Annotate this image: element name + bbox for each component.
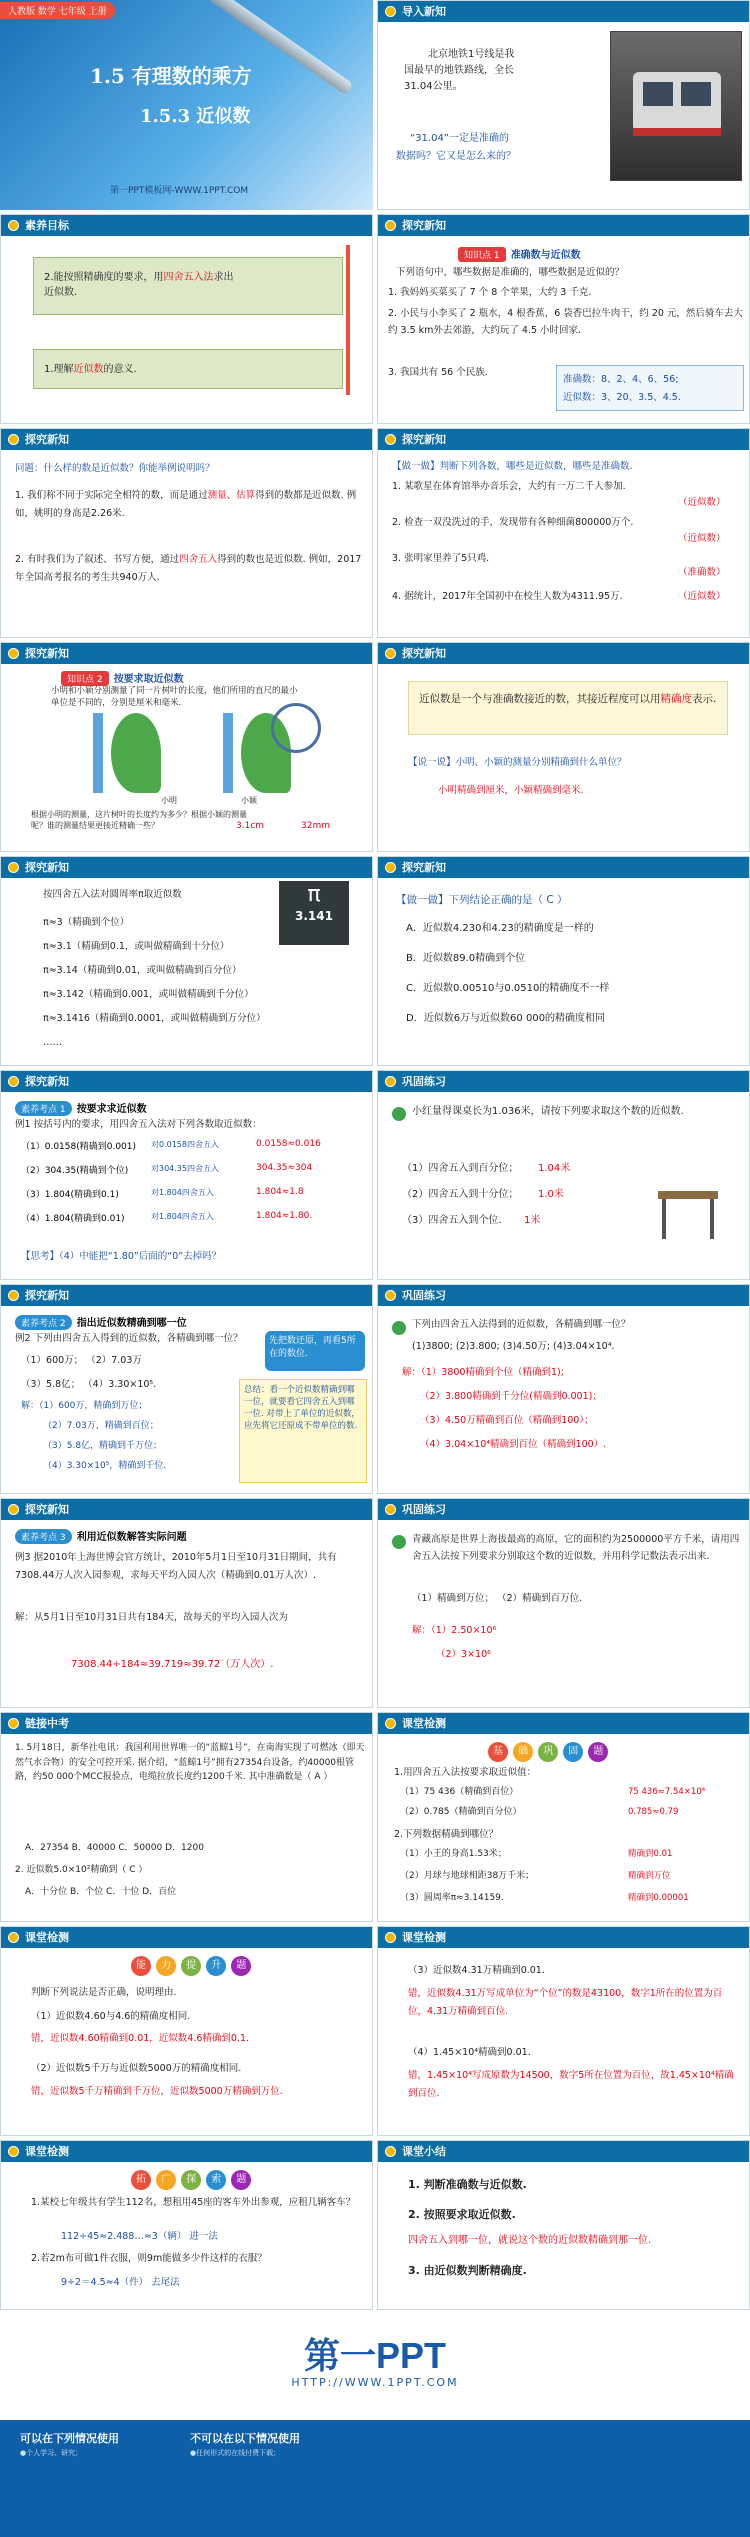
header-icon — [8, 1932, 19, 1943]
slide-goals — [0, 214, 373, 424]
slide-header: 探究新知 — [1, 1499, 372, 1520]
example-items-1: （1）600万； （2）7.03万 — [21, 1355, 142, 1366]
option-a: A．近似数4.230和4.23的精确度是一样的 — [406, 923, 594, 934]
slide-header: 课堂检测 — [378, 1927, 749, 1948]
extend-1: 1.某校七年级共有学生112名，想租用45座的客车外出参观，应租几辆客车？ — [31, 2197, 356, 2208]
header-icon — [385, 862, 396, 873]
instruction: 【做一做】判断下列各数，哪些是近似数，哪些是准确数. — [392, 461, 633, 472]
question-items: (1)3800; (2)3.800; (3)4.50万; (4)3.04×10⁴. — [412, 1341, 615, 1352]
example-items-2: （3）5.8亿； （4）3.30×10⁵. — [21, 1379, 157, 1390]
slide-what-is-approx — [0, 428, 373, 638]
slide-pi-rounding — [0, 856, 373, 1066]
section-title: 1.5.3 近似数 — [140, 106, 251, 127]
skill-tag: 素养考点 3 — [15, 1529, 72, 1544]
answer-2: 1.0米 — [538, 1189, 564, 1200]
exam-question-1: 1. 5月18日，新华社电讯：我国利用世界唯一的“蓝鲸1号”，在南海实现了可燃冰（即天然气水合物）的安全可控开采. 据介绍，“蓝鲸1号”拥有27354台设备，约40000根管路，约50 000个MCC报验点，电缆拉放长度约1200千米. 其中准确数是（ A ） — [15, 1743, 365, 1782]
slide-header: 课堂检测 — [378, 1713, 749, 1734]
pi-intro: 按四舍五入法对圆周率π取近似数 — [43, 889, 182, 900]
solution-2: （2）3×10⁶ — [436, 1649, 491, 1660]
slide-example-2 — [0, 1284, 373, 1494]
task-2: 2.下列数据精确到哪位？ — [394, 1829, 499, 1840]
header-icon — [8, 862, 19, 873]
solution-4: （4）3.30×10⁵，精确到千位. — [43, 1461, 167, 1471]
item-1: 1. 某歌星在体育馆举办音乐会，大约有一万二千人参加. — [392, 481, 626, 492]
judge-1-answer: 错，近似数4.60精确到0.01，近似数4.6精确到0.1. — [31, 2033, 250, 2044]
pi-card: π 3.141 — [279, 881, 349, 945]
slide-header: 探究新知 — [1, 1285, 372, 1306]
slide-check-basic — [377, 1712, 750, 1922]
slide-header: 探究新知 — [1, 643, 372, 664]
slide-header: 探究新知 — [378, 215, 749, 236]
exam-options-2: A．十分位 B．个位 C．十位 D．百位 — [25, 1887, 177, 1897]
question-2: （2）四舍五入到十分位； — [402, 1189, 519, 1200]
slide-header: 链接中考 — [1, 1713, 372, 1734]
judge-3-answer: 错，近似数4.31万写成单位为“个位”的数是43100，数字1所在的位置为百位，4.31万精确到百位. — [408, 1988, 723, 2017]
slide-consolidate-3 — [377, 1498, 750, 1708]
goal-box-1: 1.理解近似数的意义. — [33, 349, 343, 389]
header-icon — [385, 1932, 396, 1943]
option-b: B．近似数89.0精确到个位 — [406, 953, 526, 964]
task-2a: （1）小王的身高1.53米； — [400, 1849, 507, 1859]
slide-header: 素养目标 — [1, 215, 372, 236]
pi-row-3: π≈3.14（精确到0.01，或叫做精确到百分位） — [43, 965, 242, 976]
discuss-question: 【说一说】小明、小颖的测量分别精确到什么单位？ — [408, 757, 627, 768]
footer-logo-area — [0, 2310, 750, 2420]
edition-badge: 人教版 数学 七年级 上册 — [0, 2, 115, 19]
header-icon — [385, 1718, 396, 1729]
slide-example-1 — [0, 1070, 373, 1280]
slide-header: 巩固练习 — [378, 1071, 749, 1092]
task-1: 1.用四舍五入法按要求取近似值： — [394, 1767, 537, 1778]
slide-precision — [377, 642, 750, 852]
footer-banner — [0, 2310, 750, 2537]
ruler-right — [223, 713, 233, 793]
arrow-decor — [346, 245, 350, 395]
level-chips: 能 力 提 升 题 — [131, 1953, 251, 1976]
summary-box: 总结：看一个近似数精确到哪一位，就要看它四舍五入到哪一位. 对带上了单位的近似数，应先将它还原成不带单位的数. — [239, 1379, 367, 1483]
question-items: （1）精确到万位； （2）精确到百万位. — [412, 1593, 583, 1604]
header-icon — [385, 1504, 396, 1515]
pi-row-1: π≈3（精确到个位） — [43, 917, 130, 928]
exam-question-2: 2. 近似数5.0×10²精确到（ C ） — [15, 1865, 148, 1875]
header-icon — [385, 1290, 396, 1301]
header-icon — [385, 220, 396, 231]
solution-3: （3）4.50万精确到百位（精确到100）； — [420, 1415, 594, 1426]
level-chips: 基 础 巩 固 题 — [488, 1739, 608, 1762]
slide-header: 课堂小结 — [378, 2141, 749, 2162]
discuss-answer: 小明精确到厘米，小颖精确到毫米. — [438, 785, 584, 796]
extend-1-answer: 112÷45≈2.488…≈3（辆） 进一法 — [61, 2231, 218, 2242]
footer-forbidden-item: ●任何形式的在线付费下载； — [190, 2449, 281, 2457]
item-2: 2. 小民与小李买了 2 瓶水，4 根香蕉，6 袋香巴拉牛肉干，约 20 元，然后骑车去大约 3.5 km外去郊游，大约玩了 4.5 小时回家. — [388, 308, 743, 336]
solution-text: 解：从5月1日至10月31日共有184天，故每天的平均入园人次为 — [15, 1612, 288, 1623]
slide-consolidate-1 — [377, 1070, 750, 1280]
skill-tag: 素养考点 2 — [15, 1315, 72, 1330]
table-row: （3）1.804(精确到0.1) 对1.804四舍五入 1.804≈1.8 — [21, 1187, 304, 1200]
slide-measure-leaf — [0, 642, 373, 852]
extend-2: 2.若2m布可做1件衣服，则9m能做多少件这样的衣服？ — [31, 2253, 267, 2264]
task-2a-answer: 精确到0.01 — [628, 1849, 673, 1859]
slide-header: 探究新知 — [1, 857, 372, 878]
intro-text-1: 北京地铁1号线是我 — [428, 49, 515, 60]
solution-result: 7308.44÷184≈39.719≈39.72（万人次）. — [71, 1659, 274, 1670]
intro-question-2: 数据吗？它又是怎么来的？ — [396, 151, 516, 162]
judge-intro: 判断下列说法是否正确，说明理由. — [31, 1987, 177, 1998]
task-2b-answer: 精确到万位 — [628, 1871, 671, 1881]
task-2c-answer: 精确到0.00001 — [628, 1893, 689, 1903]
slide-check-advanced — [0, 1926, 373, 2136]
question-3: （3）四舍五入到个位. — [402, 1215, 502, 1226]
skill-title: 指出近似数精确到哪一位 — [76, 1318, 187, 1329]
item-2: 2. 检查一双没洗过的手，发现带有各种细菌800000万个. — [392, 517, 634, 528]
answer-cm: 3.1cm — [236, 821, 265, 831]
pi-row-5: π≈3.1416（精确到0.0001，或叫做精确到万分位） — [43, 1013, 266, 1024]
question-text: 小红量得课桌长为1.036米，请按下列要求取这个数的近似数. — [412, 1106, 684, 1117]
example-prompt: 例2 下列由四舍五入得到的近似数，各精确到哪一位？ — [15, 1333, 243, 1344]
choice-question: 【做一做】下列结论正确的是（ C ） — [396, 894, 568, 906]
question-text: 下列由四舍五入法得到的近似数，各精确到哪一位？ — [412, 1319, 631, 1330]
option-c: C．近似数0.00510与0.0510的精确度不一样 — [406, 983, 610, 994]
solution-4: （4）3.04×10⁴精确到百位（精确到100）. — [420, 1439, 607, 1450]
solution-3: （3）5.8亿，精确到千万位； — [43, 1441, 163, 1451]
judge-2: （2）近似数5千万与近似数5000万的精确度相同. — [31, 2063, 242, 2074]
slide-consolidate-2 — [377, 1284, 750, 1494]
header-icon — [8, 220, 19, 231]
slide-check-advanced-2 — [377, 1926, 750, 2136]
example-table — [21, 1139, 361, 1235]
header-icon — [385, 648, 396, 659]
definition-box: 近似数是一个与准确数接近的数，其接近程度可以用精确度表示. — [408, 681, 728, 735]
header-icon — [8, 1718, 19, 1729]
task-1b: （2）0.785（精确到百分位） — [400, 1807, 522, 1817]
extend-2-answer: 9÷2＝4.5≈4（件） 去尾法 — [61, 2277, 180, 2288]
answer-mm: 32mm — [301, 821, 330, 831]
header-icon — [385, 1076, 396, 1087]
intro-question-1: “31.04”一定是准确的 — [410, 133, 509, 144]
task-2c: （3）圆周率π≈3.14159. — [400, 1893, 504, 1903]
solution-2: （2）7.03万，精确到百位； — [43, 1421, 159, 1431]
slide-example-3 — [0, 1498, 373, 1708]
pi-row-4: π≈3.142（精确到0.001，或叫做精确到千分位） — [43, 989, 254, 1000]
option-d: D．近似数6万与近似数60 000的精确度相同 — [406, 1013, 606, 1024]
example-prompt: 例1 按括号内的要求，用四舍五入法对下列各数取近似数： — [15, 1119, 262, 1130]
footer-forbidden-heading: 不可以在以下情况使用 — [190, 2432, 300, 2445]
solution-1: 解：（1）2.50×10⁶ — [412, 1625, 497, 1636]
knowledge-title: 按要求取近似数 — [113, 674, 184, 685]
slide-header: 探究新知 — [1, 429, 372, 450]
task-1a: （1）75 436（精确到百位） — [400, 1787, 519, 1797]
judge-4: （4）1.45×10⁴精确到0.01. — [408, 2047, 531, 2058]
slide-header: 课堂检测 — [1, 2141, 372, 2162]
pi-row-6: …… — [43, 1037, 62, 1048]
intro-text-3: 31.04公里。 — [404, 81, 463, 92]
footer-allowed-heading: 可以在下列情况使用 — [20, 2432, 119, 2445]
item-3: 3. 我国共有 56 个民族. — [388, 367, 488, 378]
summary-1: 1. 判断准确数与近似数. — [408, 2178, 527, 2191]
skill-tag: 素养考点 1 — [15, 1101, 72, 1116]
lesson-title: 1.5 有理数的乘方 — [90, 64, 252, 88]
slide-check-extend — [0, 2140, 373, 2310]
question-1: （1）四舍五入到百分位； — [402, 1163, 519, 1174]
answer-1: 1.04米 — [538, 1163, 571, 1174]
slide-summary — [377, 2140, 750, 2310]
slide-header: 探究新知 — [378, 643, 749, 664]
pencil-icon — [392, 1321, 406, 1335]
pencil-icon — [392, 1107, 406, 1121]
slide-practice-judge — [377, 428, 750, 638]
judge-3: （3）近似数4.31万精确到0.01. — [408, 1965, 545, 1976]
answer-3: 1米 — [524, 1215, 541, 1226]
answer-1: （近似数） — [678, 497, 726, 508]
knowledge-tag: 知识点 2 — [61, 671, 109, 686]
slide-exam-link — [0, 1712, 373, 1922]
header-icon — [8, 1290, 19, 1301]
exam-options-1: A．27354 B．40000 C．50000 D．1200 — [25, 1843, 204, 1853]
summary-3: 3. 由近似数判断精确度. — [408, 2264, 527, 2277]
ruler-left — [93, 713, 103, 793]
subway-photo — [610, 31, 742, 181]
header-icon — [385, 434, 396, 445]
footer-allowed-item: ●个人学习、研究； — [20, 2449, 83, 2457]
answer-4: （近似数） — [678, 591, 726, 602]
question-line: 问题：什么样的数是近似数？你能举例说明吗？ — [15, 463, 215, 474]
header-icon — [8, 648, 19, 659]
magnifier — [271, 703, 321, 753]
explain-1: 1. 我们称不同于实际完全相符的数，而是通过测量、估算得到的数都是近似数. 例如，姚明的身高是2.26米. — [15, 490, 357, 519]
slide-header: 巩固练习 — [378, 1499, 749, 1520]
header-icon — [385, 2146, 396, 2157]
item-3: 3. 张明家里养了5只鸡. — [392, 553, 490, 564]
judge-2-answer: 错，近似数5千万精确到千万位，近似数5000万精确到万位. — [31, 2086, 283, 2097]
task-1b-answer: 0.785≈0.79 — [628, 1807, 679, 1817]
pencil-icon — [392, 1535, 406, 1549]
question-line: 下列语句中，哪些数据是准确的，哪些数据是近似的？ — [396, 267, 625, 278]
task-1a-answer: 75 436≈7.54×10⁴ — [628, 1787, 706, 1797]
knowledge-title: 准确数与近似数 — [510, 250, 581, 261]
judge-4-answer: 错，1.45×10⁴写成原数为14500，数字5所在位置为百位，故1.45×10⁴精确到百位. — [408, 2070, 734, 2099]
footer-logo: 第一PPT — [303, 2335, 446, 2376]
level-chips: 拓 广 探 索 题 — [131, 2167, 251, 2190]
slide-cover — [0, 0, 373, 210]
answer-3: （准确数） — [678, 567, 726, 578]
question-text: 青藏高原是世界上海拔最高的高原，它的面积约为2500000平方千米，请用四舍五入法按下列要求分别取这个数的近似数，并用科学记数法表示出来. — [412, 1534, 740, 1562]
skill-title: 按要求求近似数 — [76, 1104, 147, 1115]
label-xiaoying: 小颖 — [241, 796, 257, 805]
slide-practice-choice — [377, 856, 750, 1066]
slide-exact-approx — [377, 214, 750, 424]
judge-1: （1）近似数4.60与4.6的精确度相同. — [31, 2011, 191, 2022]
summary-2-detail: 四舍五入到哪一位，就说这个数的近似数精确到那一位. — [408, 2235, 652, 2246]
skill-title: 利用近似数解答实际问题 — [76, 1532, 187, 1543]
example-prompt: 例3 据2010年上海世博会官方统计，2010年5月1日至10月31日期间，共有7308.44万人次入园参观，求每天平均入园人次（精确到0.01万人次）. — [15, 1552, 337, 1581]
hint-bubble: 先把数还原，再看5所在的数位. — [265, 1331, 365, 1371]
solution-1: 解：（1）3800精确到个位（精确到1); — [402, 1367, 564, 1378]
leaf-question: 根据小明的测量，这片树叶的长度约为多少？根据小颖的测量呢？谁的测量结果更接近精确一些？ — [31, 810, 247, 830]
label-xiaoming: 小明 — [161, 796, 177, 805]
intro-text-2: 国最早的地铁路线，全长 — [404, 65, 514, 76]
table-row: （1）0.0158(精确到0.001) 对0.0158四舍五入 0.0158≈0.016 — [21, 1139, 321, 1152]
table-row: （2）304.35(精确到个位) 对304.35四舍五入 304.35≈304 — [21, 1163, 313, 1176]
header-icon — [385, 6, 396, 17]
slide-header: 巩固练习 — [378, 1285, 749, 1306]
slide-header: 课堂检测 — [1, 1927, 372, 1948]
solution-1: 解：（1）600万，精确到万位； — [21, 1401, 148, 1411]
leaf-description: 小明和小颖分别测量了同一片树叶的长度，他们所用的直尺的最小单位是不同的，分别是厘米和毫米. — [51, 686, 298, 708]
task-2b: （2）月球与地球相距38万千米； — [400, 1871, 535, 1881]
slide-header: 探究新知 — [378, 429, 749, 450]
header-icon — [8, 1076, 19, 1087]
footer-url: HTTP://WWW.1PPT.COM — [291, 2376, 459, 2389]
site-label: 第一PPT模板网-WWW.1PPT.COM — [110, 186, 249, 196]
table-row: （4）1.804(精确到0.01) 对1.804四舍五入 1.804≈1.80. — [21, 1211, 313, 1224]
leaf-left — [111, 713, 161, 793]
knowledge-tag: 知识点 1 — [458, 247, 506, 262]
slide-intro — [377, 0, 750, 210]
explain-2: 2. 有时我们为了叙述、书写方便，通过四舍五入得到的数也是近似数. 例如，2017年全国高考报名的考生共940万人. — [15, 554, 362, 583]
item-1: 1. 我妈妈买菜买了 7 个 8 个苹果，大约 3 千克. — [388, 287, 592, 298]
summary-2: 2. 按照要求取近似数. — [408, 2208, 516, 2221]
answer-2: （近似数） — [678, 533, 726, 544]
desk-illustration — [658, 1191, 718, 1199]
item-4: 4. 据统计，2017年全国初中在校生人数为4311.95万. — [392, 591, 623, 602]
header-icon — [8, 1504, 19, 1515]
header-icon — [8, 434, 19, 445]
answer-box: 准确数：8、2、4、6、56; 近似数：3、20、3.5、4.5. — [556, 365, 744, 411]
think-question: 【思考】（4）中能把“1.80”后面的“0”去掉吗？ — [21, 1251, 222, 1262]
slide-header: 探究新知 — [1, 1071, 372, 1092]
slide-header: 探究新知 — [378, 857, 749, 878]
header-icon — [8, 2146, 19, 2157]
slide-header: 导入新知 — [378, 1, 749, 22]
goal-box-2: 2.能按照精确度的要求，用四舍五入法求出 近似数. — [33, 257, 343, 315]
solution-2: （2）3.800精确到千分位(精确到0.001)； — [420, 1391, 602, 1402]
pi-row-2: π≈3.1（精确到0.1，或叫做精确到十分位） — [43, 941, 230, 952]
